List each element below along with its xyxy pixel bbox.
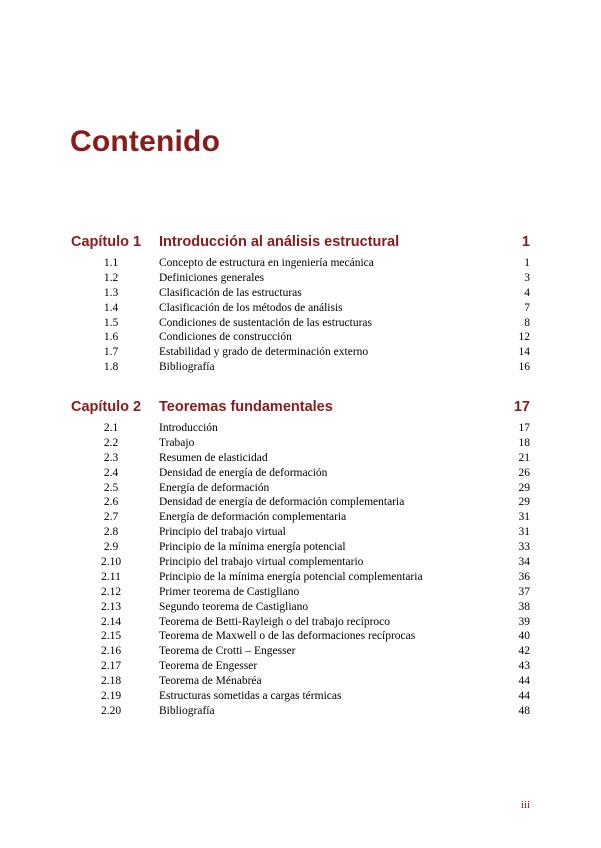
section-title: Primer teorema de Castigliano xyxy=(159,585,300,598)
section-page-number: 31 xyxy=(518,526,530,539)
toc-entry[interactable] xyxy=(0,555,601,570)
section-title: Energía de deformación xyxy=(159,481,270,494)
section-page-number: 26 xyxy=(518,466,530,479)
page-title: Contenido xyxy=(70,125,221,158)
toc-entry[interactable] xyxy=(0,674,601,689)
toc-entry[interactable] xyxy=(0,481,601,496)
section-page-number: 39 xyxy=(518,615,530,628)
section-title: Teorema de Engesser xyxy=(159,660,258,673)
toc-entry[interactable] xyxy=(0,286,601,301)
section-title: Teorema de Ménabréa xyxy=(159,675,262,688)
section-title: Clasificación de los métodos de análisis xyxy=(159,301,343,314)
section-page-number: 34 xyxy=(518,556,530,569)
toc-entry[interactable] xyxy=(0,436,601,451)
section-page-number: 17 xyxy=(518,422,530,434)
toc-entry[interactable] xyxy=(0,615,601,630)
toc-entry[interactable] xyxy=(0,629,601,644)
section-page-number: 38 xyxy=(518,600,530,613)
section-page-number: 40 xyxy=(518,630,530,643)
toc-entry[interactable] xyxy=(0,510,601,525)
toc-entry[interactable] xyxy=(0,451,601,466)
toc-entry[interactable] xyxy=(0,600,601,615)
section-number: 2.16 xyxy=(100,645,122,658)
section-number: 2.4 xyxy=(103,466,119,479)
toc-entry[interactable] xyxy=(0,360,601,375)
section-number: 2.11 xyxy=(101,570,121,583)
section-page-number: 8 xyxy=(524,316,530,329)
section-title: Teorema de Crotti – Engesser xyxy=(159,645,296,658)
section-number: 2.15 xyxy=(100,630,122,643)
section-page-number: 3 xyxy=(524,271,530,284)
chapter-page-number: 1 xyxy=(521,234,530,250)
toc-entry[interactable] xyxy=(0,256,601,271)
section-title: Clasificación de las estructuras xyxy=(159,286,302,299)
section-page-number: 18 xyxy=(518,436,530,449)
section-page-number: 48 xyxy=(518,704,530,717)
section-number: 2.13 xyxy=(100,600,122,613)
chapter-title: Introducción al análisis estructural xyxy=(159,234,400,250)
section-number: 2.3 xyxy=(103,451,119,464)
section-page-number: 43 xyxy=(518,660,530,673)
section-number: 2.1 xyxy=(103,422,119,434)
toc-entry[interactable] xyxy=(0,659,601,674)
section-page-number: 12 xyxy=(518,331,530,344)
section-title: Trabajo xyxy=(159,436,195,449)
section-number: 2.17 xyxy=(100,660,122,673)
toc-entry[interactable] xyxy=(0,421,601,436)
section-title: Bibliografía xyxy=(159,361,215,374)
chapter-label: Capítulo 1 xyxy=(71,234,142,250)
chapter-heading[interactable] xyxy=(0,396,601,418)
chapter-label: Capítulo 2 xyxy=(71,399,142,415)
section-page-number: 1 xyxy=(524,257,530,269)
section-number: 2.8 xyxy=(103,526,119,539)
section-page-number: 31 xyxy=(518,511,530,524)
section-number: 1.2 xyxy=(103,271,119,284)
section-number: 2.9 xyxy=(103,541,119,554)
section-title: Introducción xyxy=(159,422,218,434)
section-page-number: 37 xyxy=(518,585,530,598)
toc-entry[interactable] xyxy=(0,495,601,510)
section-list xyxy=(0,421,601,719)
toc-entry[interactable] xyxy=(0,585,601,600)
toc-entry[interactable] xyxy=(0,704,601,719)
section-title: Bibliografía xyxy=(159,704,215,717)
toc-entry[interactable] xyxy=(0,689,601,704)
toc-entry[interactable] xyxy=(0,271,601,286)
section-number: 1.3 xyxy=(103,286,119,299)
section-title: Densidad de energía de deformación complementaria xyxy=(159,496,405,509)
section-title: Estabilidad y grado de determinación externo xyxy=(159,346,369,359)
section-number: 1.6 xyxy=(103,331,119,344)
section-number: 2.5 xyxy=(103,481,119,494)
section-number: 1.4 xyxy=(103,301,119,314)
toc-entry[interactable] xyxy=(0,644,601,659)
section-title: Concepto de estructura en ingeniería mecánica xyxy=(159,257,374,269)
section-number: 2.2 xyxy=(103,436,119,449)
page-number: iii xyxy=(520,799,530,811)
section-page-number: 44 xyxy=(518,675,530,688)
section-number: 1.7 xyxy=(103,346,119,359)
chapter-page-number: 17 xyxy=(513,399,530,415)
section-page-number: 21 xyxy=(518,451,530,464)
section-title: Teorema de Betti-Rayleigh o del trabajo recíproco xyxy=(159,615,391,628)
section-title: Principio del trabajo virtual complementario xyxy=(159,556,364,569)
section-title: Principio de la mínima energía potencial complementaria xyxy=(159,570,423,583)
section-page-number: 33 xyxy=(518,541,530,554)
section-page-number: 36 xyxy=(518,570,530,583)
section-number: 2.19 xyxy=(100,690,122,703)
section-number: 2.7 xyxy=(103,511,119,524)
chapter-heading[interactable] xyxy=(0,231,601,253)
chapter-section xyxy=(0,231,601,375)
toc-entry[interactable] xyxy=(0,570,601,585)
section-page-number: 29 xyxy=(518,481,530,494)
section-title: Densidad de energía de deformación xyxy=(159,466,328,479)
toc-entry[interactable] xyxy=(0,345,601,360)
section-title: Estructuras sometidas a cargas térmicas xyxy=(159,690,342,703)
section-page-number: 4 xyxy=(524,286,530,299)
toc-entry[interactable] xyxy=(0,525,601,540)
chapter-title: Teoremas fundamentales xyxy=(159,399,333,415)
section-number: 2.18 xyxy=(100,675,122,688)
section-number: 1.1 xyxy=(103,257,119,269)
section-title: Energía de deformación complementaria xyxy=(159,511,347,524)
section-list xyxy=(0,256,601,375)
section-number: 2.14 xyxy=(100,615,122,628)
section-number: 1.8 xyxy=(103,361,119,374)
section-number: 1.5 xyxy=(103,316,119,329)
chapter-section xyxy=(0,396,601,719)
section-number: 2.10 xyxy=(100,556,122,569)
section-title: Segundo teorema de Castigliano xyxy=(159,600,309,613)
section-title: Principio del trabajo virtual xyxy=(159,526,286,539)
section-number: 2.12 xyxy=(100,585,122,598)
toc-entry[interactable] xyxy=(0,466,601,481)
toc-entry[interactable] xyxy=(0,330,601,345)
section-title: Condiciones de construcción xyxy=(159,331,292,344)
section-page-number: 16 xyxy=(518,361,530,374)
toc-entry[interactable] xyxy=(0,316,601,331)
toc-entry[interactable] xyxy=(0,301,601,316)
section-page-number: 7 xyxy=(524,301,530,314)
section-page-number: 42 xyxy=(518,645,530,658)
section-title: Definiciones generales xyxy=(159,271,265,284)
section-page-number: 44 xyxy=(518,690,530,703)
section-number: 2.6 xyxy=(103,496,119,509)
section-number: 2.20 xyxy=(100,704,122,717)
section-page-number: 29 xyxy=(518,496,530,509)
section-title: Resumen de elasticidad xyxy=(159,451,268,464)
section-title: Condiciones de sustentación de las estructuras xyxy=(159,316,373,329)
toc-entry[interactable] xyxy=(0,540,601,555)
section-title: Principio de la mínima energía potencial xyxy=(159,541,346,554)
section-title: Teorema de Maxwell o de las deformaciones recíprocas xyxy=(159,630,416,643)
section-page-number: 14 xyxy=(518,346,530,359)
